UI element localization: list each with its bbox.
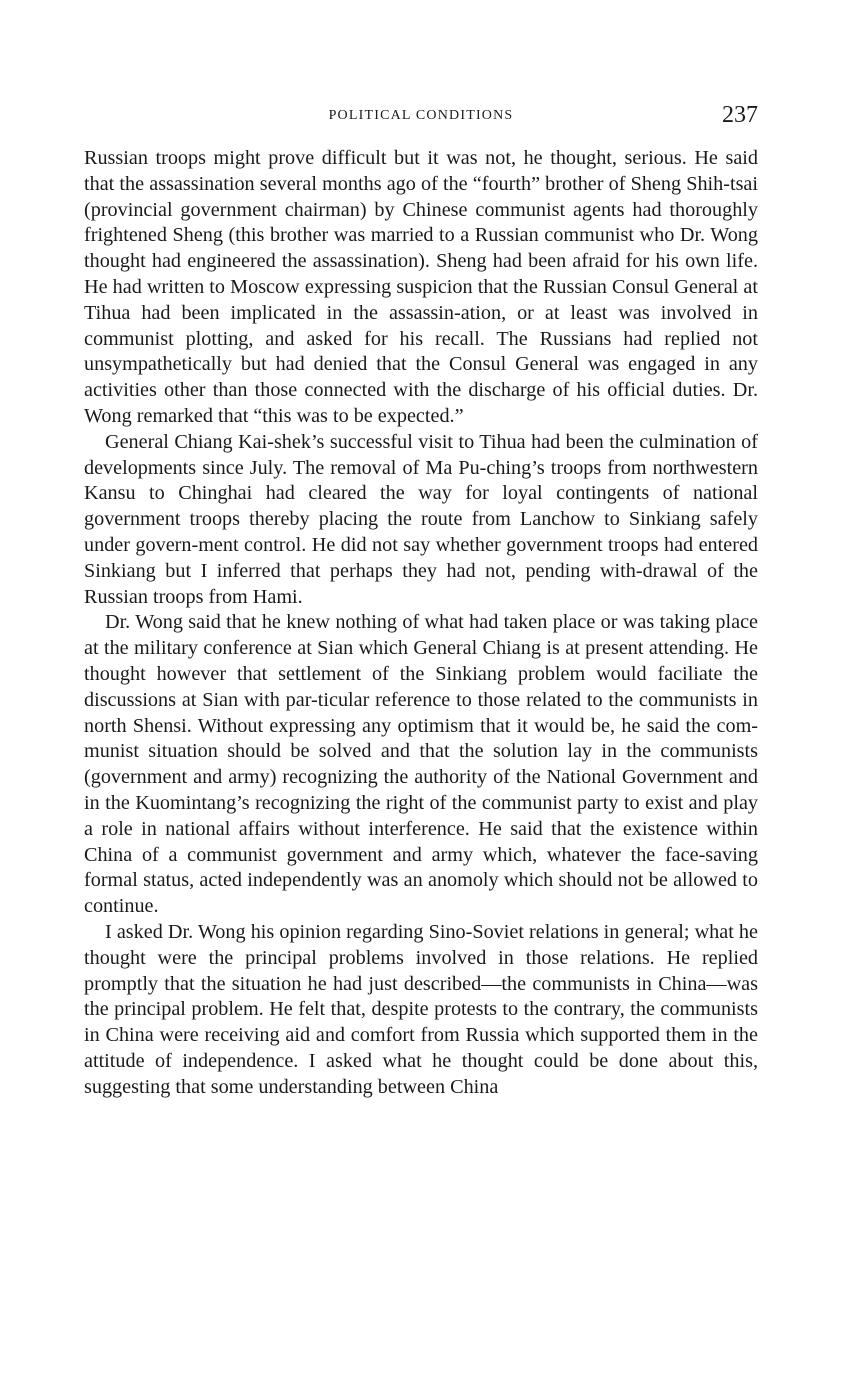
paragraph-continuation: Russian troops might prove difficult but it was not, he thought, serious. He said that the assassination several months ago of the “fourth” brother of Sheng Shih-tsai (provincial government chairman) by Chinese communist agents had thoroughly frightened Sheng (this brother was married to a Russian communist who Dr. Wong thought had engineered the assassination). Sheng had been afraid for his own life. He had written to Moscow expressing suspicion that the Russian Consul General at Tihua had been implicated in the assassin-ation, or at least was involved in communist plotting, and asked for his recall. The Russians had replied not unsympathetically but had denied that the Consul General was engaged in any activities other than those connected with the discharge of his official duties. Dr. Wong remarked that “this was to be expected.”	[84, 147, 758, 427]
body-text	[84, 146, 758, 1100]
document-page	[84, 98, 758, 1100]
paragraph-sian-conference: Dr. Wong said that he knew nothing of what had taken place or was taking place at the military conference at Sian which General Chiang is at present attending. He thought however that settlement of the Sinkiang problem would faciliate the discussions at Sian with par-ticular reference to those related to the communists in north Shensi. Without expressing any optimism that it would be, he said the com-munist situation should be solved and that the solution lay in the communists (government and army) recognizing the authority of the National Government and in the Kuomintang’s recognizing the right of the communist party to exist and play a role in national affairs without interference. He said that the existence within China of a communist government and army which, whatever the face-saving formal status, acted independently was an anomoly which should not be allowed to continue.	[84, 611, 758, 918]
paragraph-sino-soviet-relations: I asked Dr. Wong his opinion regarding Sino-Soviet relations in general; what he thought were the principal problems involved in those relations. He replied promptly that the situation he had just described—the communists in China—was the principal problem. He felt that, despite protests to the contrary, the communists in China were receiving aid and comfort from Russia which supported them in the attitude of independence. I asked what he thought could be done about this, suggesting that some understanding between China	[84, 920, 758, 1098]
paragraph-chiang-visit: General Chiang Kai-shek’s successful visit to Tihua had been the culmination of developments since July. The removal of Ma Pu-ching’s troops from northwestern Kansu to Chinghai had cleared the way for loyal contingents of national government troops thereby placing the route from Lanchow to Sinkiang safely under govern-ment control. He did not say whether government troops had entered Sinkiang but I inferred that perhaps they had not, pending with-drawal of the Russian troops from Hami.	[84, 430, 758, 608]
page-number: 237	[722, 102, 758, 128]
running-title: POLITICAL CONDITIONS	[328, 108, 514, 123]
running-head	[84, 98, 758, 138]
